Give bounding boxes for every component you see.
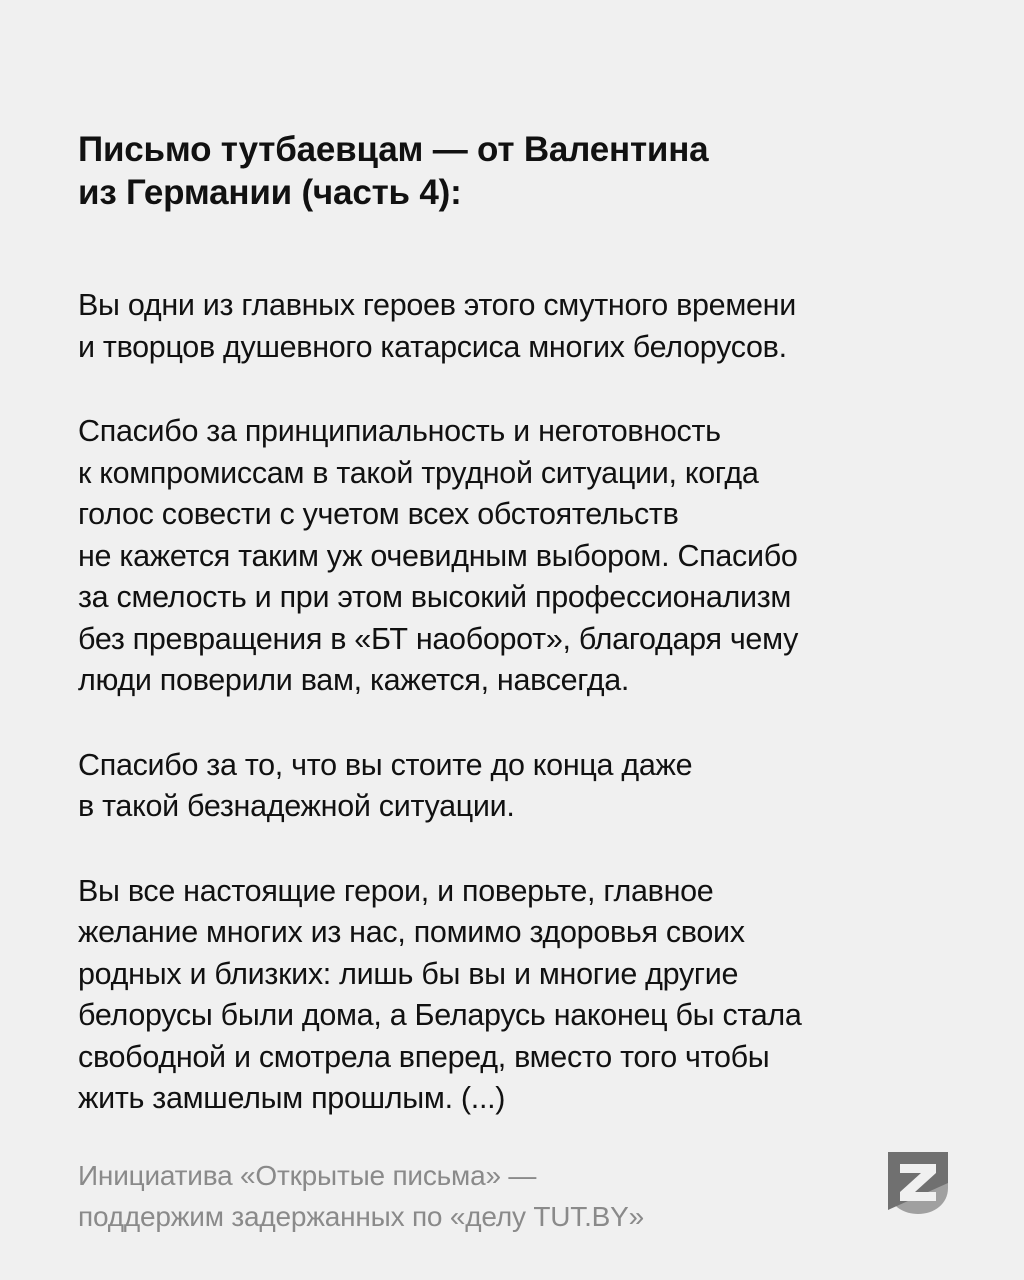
letter-content	[78, 128, 978, 1120]
footer-line: поддержим задержанных по «делу TUT.BY»	[78, 1201, 644, 1232]
title-line: Письмо тутбаевцам — от Валентина	[78, 130, 709, 169]
paragraph-true-heroes	[78, 871, 978, 1120]
letter-title	[78, 128, 978, 214]
paragraph-thanks-standing	[78, 745, 978, 828]
paragraph-line: и творцов душевного катарсиса многих белорусов.	[78, 329, 787, 364]
paragraph-line: Спасибо за то, что вы стоите до конца даже	[78, 747, 693, 782]
paragraph-line: за смелость и при этом высокий профессионализм	[78, 580, 792, 614]
paragraph-line: к компромиссам в такой трудной ситуации, когда	[78, 455, 759, 490]
footer-line: Инициатива «Открытые письма» —	[78, 1160, 537, 1191]
paragraph-line: белорусы были дома, а Беларусь наконец бы стала	[78, 998, 802, 1032]
zerkalo-z-shield-icon	[886, 1150, 950, 1216]
paragraph-line: люди поверили вам, кажется, навсегда.	[78, 663, 630, 697]
paragraph-line: в такой безнадежной ситуации.	[78, 789, 515, 823]
paragraph-line: свободной и смотрела вперед, вместо того чтобы	[78, 1039, 770, 1074]
paragraph-line: Спасибо за принципиальность и неготовность	[78, 414, 721, 448]
title-line: из Германии (часть 4):	[78, 173, 462, 212]
paragraph-line: желание многих из нас, помимо здоровья своих	[78, 915, 745, 949]
paragraph-line: жить замшелым прошлым. (...)	[78, 1081, 506, 1115]
paragraph-line: не кажется таким уж очевидным выбором. Спасибо	[78, 538, 798, 573]
paragraph-line: Вы одни из главных героев этого смутного времени	[78, 288, 796, 322]
paragraph-line: родных и близких: лишь бы вы и многие другие	[78, 956, 739, 991]
paragraph-thanks-principles	[78, 411, 978, 702]
paragraph-line: Вы все настоящие герои, и поверьте, главное	[78, 873, 714, 908]
paragraph-line: без превращения в «БТ наоборот», благодаря чему	[78, 621, 799, 656]
initiative-footer	[78, 1155, 644, 1237]
paragraph-line: голос совести с учетом всех обстоятельств	[78, 497, 679, 531]
paragraph-heroes	[78, 285, 978, 368]
